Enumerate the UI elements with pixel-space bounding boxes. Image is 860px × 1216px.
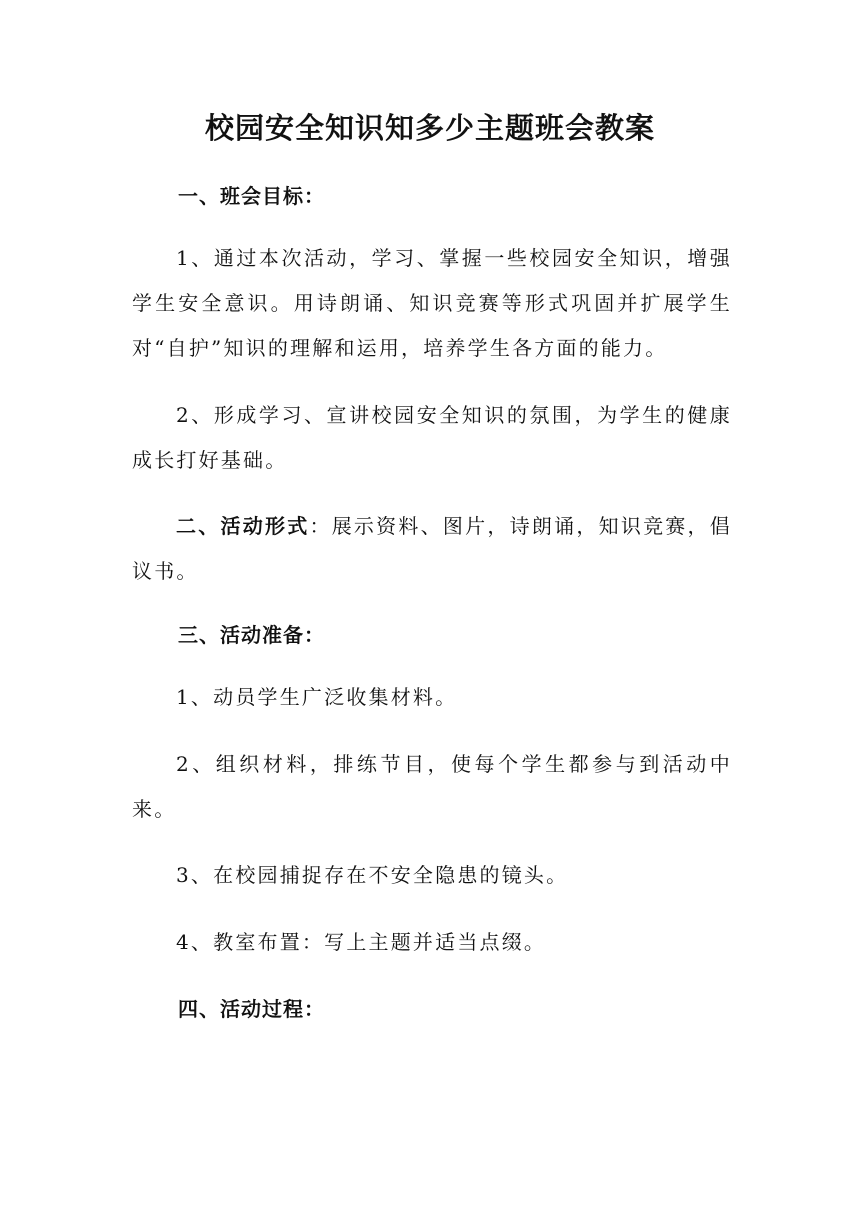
paragraph-prep-1: 1、动员学生广泛收集材料。 — [176, 685, 458, 709]
section-heading-form: 二、活动形式 — [176, 514, 310, 538]
paragraph-goal-2: 2、形成学习、宣讲校园安全知识的氛围，为学生的健康成长打好基础。 — [132, 403, 732, 472]
paragraph-prep-4: 4、教室布置：写上主题并适当点缀。 — [176, 930, 547, 954]
paragraph-activity-form — [132, 504, 732, 594]
section-heading-goals: 一、班会目标： — [178, 184, 325, 208]
section-heading-process: 四、活动过程： — [178, 997, 325, 1021]
paragraph-goal-1: 1、通过本次活动，学习、掌握一些校园安全知识，增强学生安全意识。用诗朗诵、知识竞赛等形式巩固并扩展学生对“自护”知识的理解和运用，培养学生各方面的能力。 — [132, 246, 732, 360]
page-title: 校园安全知识知多少主题班会教案 — [204, 111, 655, 145]
paragraph-prep-2: 2、组织材料，排练节目，使每个学生都参与到活动中来。 — [132, 752, 732, 821]
section-heading-preparation: 三、活动准备： — [178, 623, 325, 647]
paragraph-prep-3: 3、在校园捕捉存在不安全隐患的镜头。 — [176, 863, 569, 887]
activity-form-text: ：展示资料、图片，诗朗诵，知识竞赛，倡议书。 — [132, 514, 732, 583]
